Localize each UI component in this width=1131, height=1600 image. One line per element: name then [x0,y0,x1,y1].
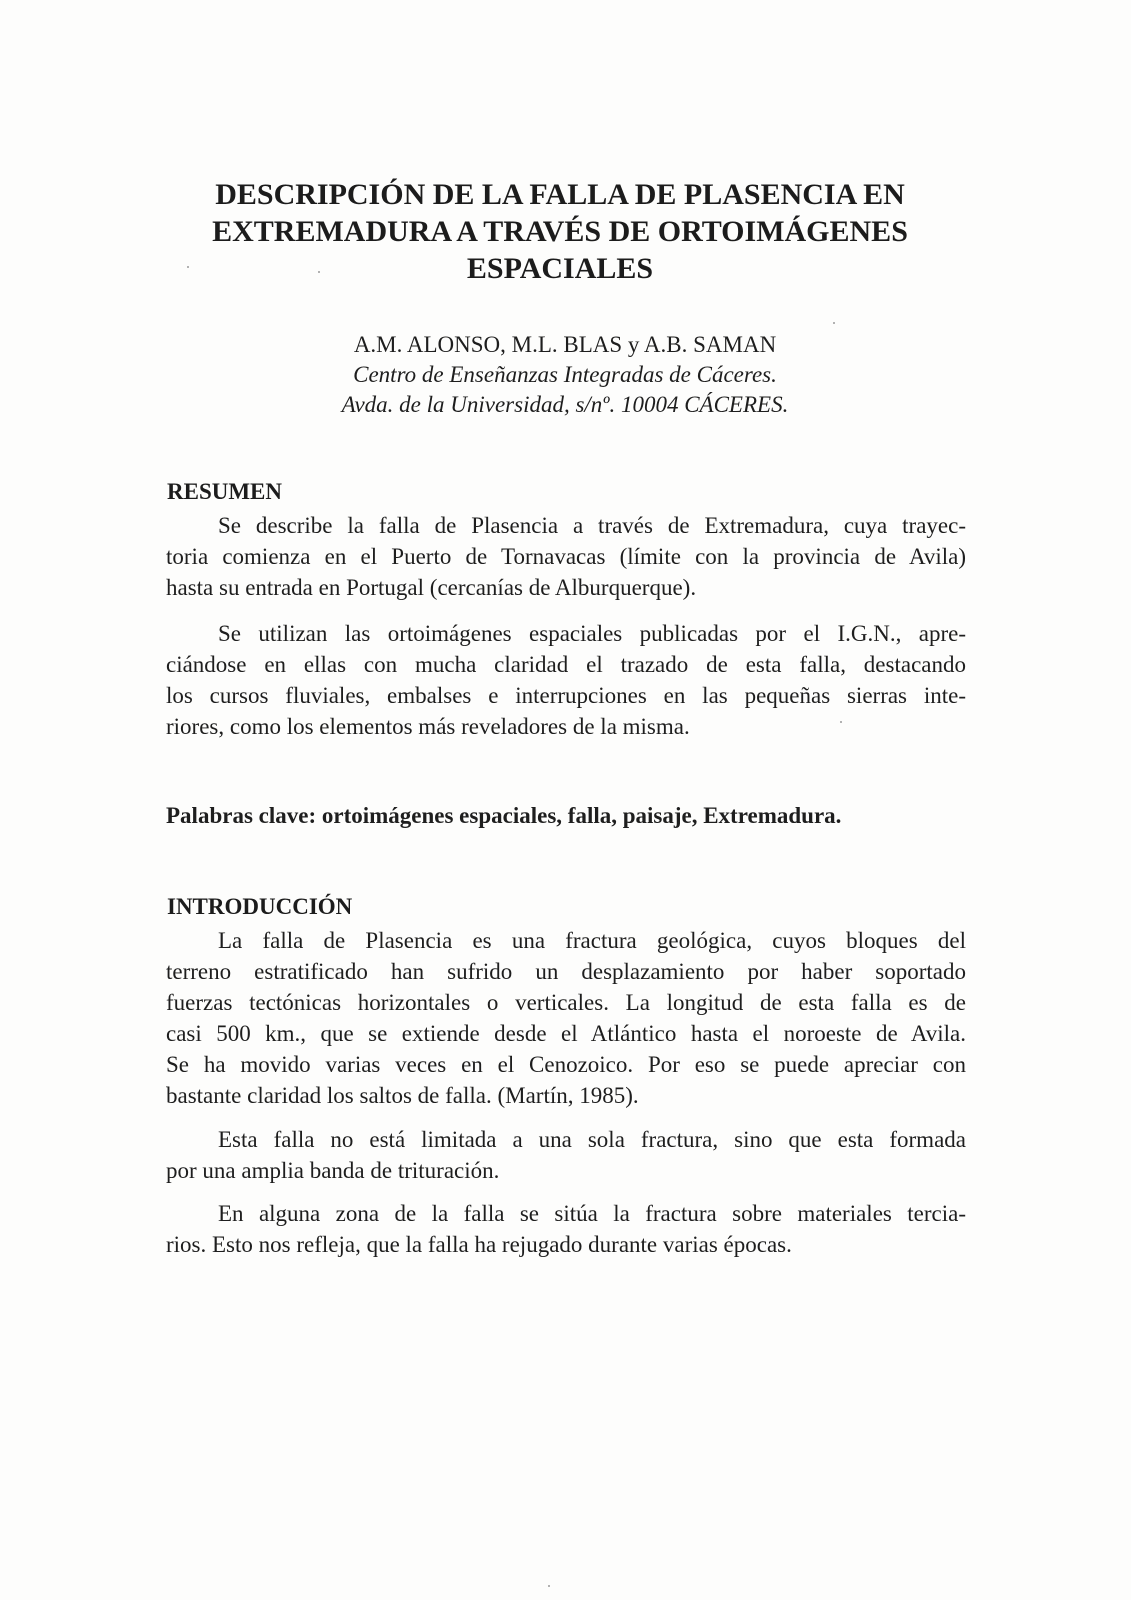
text-line: por una amplia banda de trituración. [166,1158,500,1183]
affiliation-line-2: Avda. de la Universidad, s/nº. 10004 CÁCERES. [341,392,789,417]
scan-speck [187,266,189,268]
text-line: fuerzas tectónicas horizontales o verticales. La longitud de esta falla es de [166,990,966,1015]
text-line: toria comienza en el Puerto de Tornavacas (límite con la provincia de Avila) [166,544,966,569]
title-line-1: DESCRIPCIÓN DE LA FALLA DE PLASENCIA EN [215,178,905,211]
author-block [165,330,965,420]
affiliation-line-1: Centro de Enseñanzas Integradas de Cáceres. [353,362,777,387]
title-line-3: ESPACIALES [466,252,654,285]
text-line: bastante claridad los saltos de falla. (Martín, 1985). [166,1083,639,1108]
title-line-2: EXTREMADURA A TRAVÉS DE ORTOIMÁGENES [212,215,908,248]
text-line: los cursos fluviales, embalses e interrupciones en las pequeñas sierras inte- [166,683,966,708]
text-line: hasta su entrada en Portugal (cercanías de Alburquerque). [166,575,697,600]
text-line: Se utilizan las ortoimágenes espaciales publicadas por el I.G.N., apre- [218,621,966,646]
text-line: terreno estratificado han sufrido un desplazamiento por haber soportado [166,959,966,984]
introduccion-paragraph-2 [166,1124,966,1186]
paper-title [165,176,955,287]
introduccion-paragraph-1 [166,925,966,1111]
resumen-heading: RESUMEN [167,479,283,504]
text-line: La falla de Plasencia es una fractura geológica, cuyos bloques del [218,928,966,953]
text-line: rios. Esto nos refleja, que la falla ha rejugado durante varias épocas. [166,1232,792,1257]
keywords-line: Palabras clave: ortoimágenes espaciales, falla, paisaje, Extremadura. [166,803,842,828]
text-line: casi 500 km., que se extiende desde el Atlántico hasta el noroeste de Avila. [166,1021,966,1046]
scan-speck [833,322,835,324]
resumen-paragraph-1 [166,510,966,603]
scan-speck [318,271,320,273]
resumen-paragraph-2 [166,618,966,742]
introduccion-paragraph-3 [166,1198,966,1260]
text-line: Se ha movido varias veces en el Cenozoico. Por eso se puede apreciar con [166,1052,966,1077]
text-line: ciándose en ellas con mucha claridad el trazado de esta falla, destacando [166,652,966,677]
text-line: Se describe la falla de Plasencia a través de Extremadura, cuya trayec- [218,513,966,538]
text-line: En alguna zona de la falla se sitúa la fractura sobre materiales tercia- [218,1201,966,1226]
text-line: riores, como los elementos más reveladores de la misma. [166,714,690,739]
author-names: A.M. ALONSO, M.L. BLAS y A.B. SAMAN [353,332,777,357]
scan-speck [840,721,842,723]
introduccion-heading: INTRODUCCIÓN [167,894,353,919]
text-line: Esta falla no está limitada a una sola fractura, sino que esta formada [218,1127,966,1152]
scan-speck [548,1585,550,1587]
